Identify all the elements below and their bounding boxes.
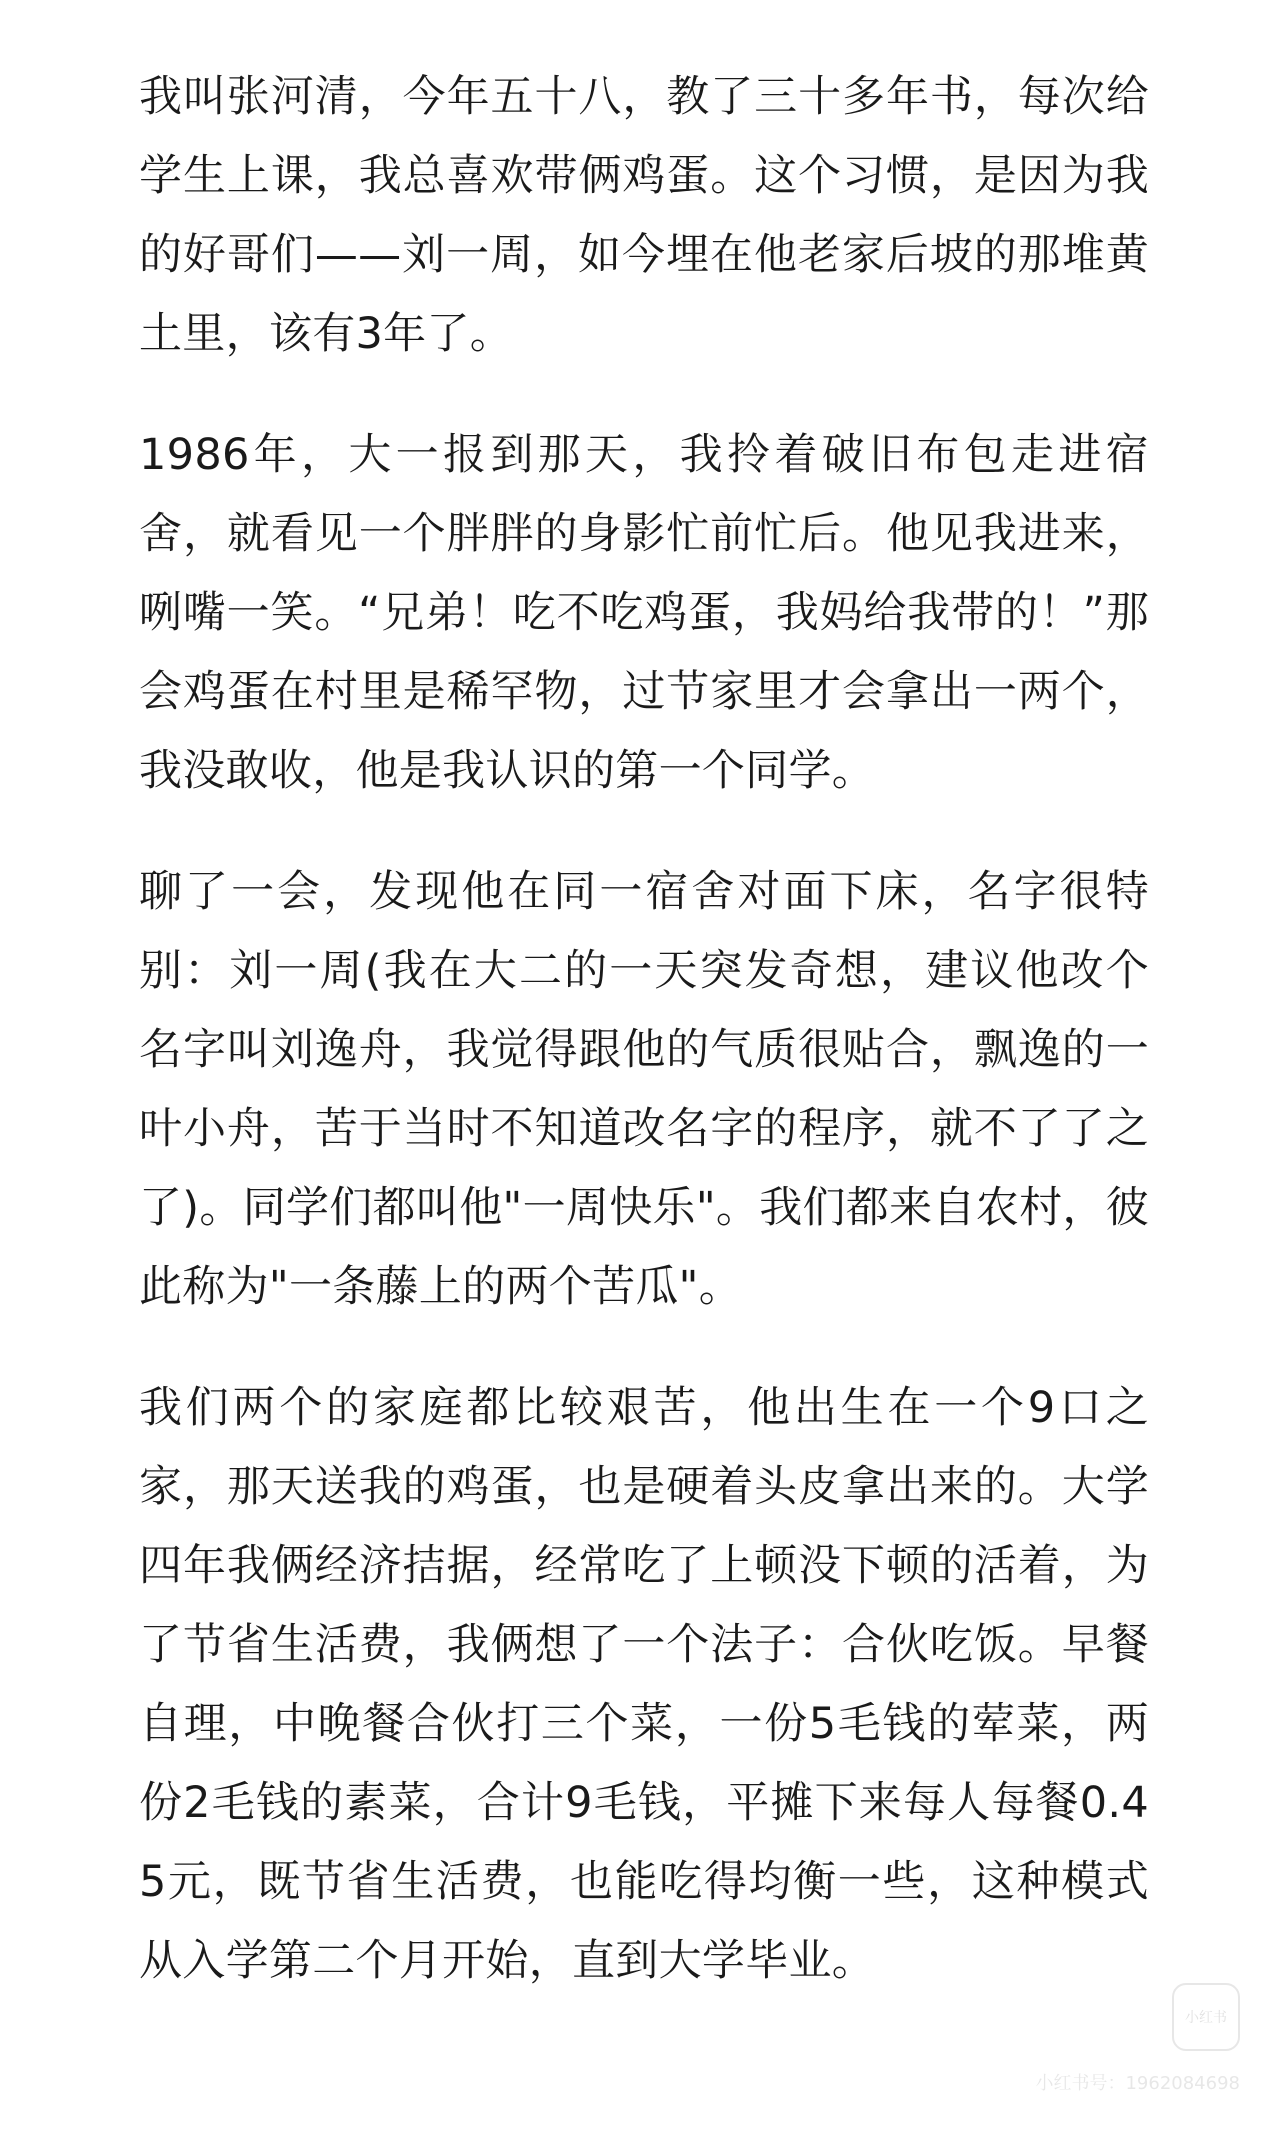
article-paragraph-2: 1986年，大一报到那天，我拎着破旧布包走进宿舍，就看见一个胖胖的身影忙前忙后。他见我进来，咧嘴一笑。“兄弟！吃不吃鸡蛋，我妈给我带的！”那会鸡蛋在村里是稀罕物，过节家里才会拿出一两个，我没敢收，他是我认识的第一个同学。 bbox=[139, 430, 1149, 796]
article-paragraph-3: 聊了一会，发现他在同一宿舍对面下床，名字很特别：刘一周(我在大二的一天突发奇想，建议他改个名字叫刘逸舟，我觉得跟他的气质很贴合，飘逸的一叶小舟，苦于当时不知道改名字的程序，就不了了之了)。同学们都叫他"一周快乐"。我们都来自农村，彼此称为"一条藤上的两个苦瓜"。 bbox=[139, 867, 1149, 1312]
watermark-id: 小红书号：1962084698 bbox=[1035, 2073, 1240, 2094]
article-paragraph-4: 我们两个的家庭都比较艰苦，他出生在一个9口之家，那天送我的鸡蛋，也是硬着头皮拿出来的。大学四年我俩经济拮据，经常吃了上顿没下顿的活着，为了节省生活费，我俩想了一个法子：合伙吃饭。早餐自理，中晚餐合伙打三个菜，一份5毛钱的荤菜，两份2毛钱的素菜，合计9毛钱，平摊下来每人每餐0.45元，既节省生活费，也能吃得均衡一些，这种模式从入学第二个月开始，直到大学毕业。 bbox=[139, 1383, 1149, 1986]
watermark bbox=[980, 1983, 1240, 2103]
article-paragraph-1: 我叫张河清，今年五十八，教了三十多年书，每次给学生上课，我总喜欢带俩鸡蛋。这个习惯，是因为我的好哥们——刘一周，如今埋在他老家后坡的那堆黄土里，该有3年了。 bbox=[139, 72, 1149, 359]
article-body bbox=[139, 58, 1149, 2043]
xiaohongshu-logo-icon: 小红书 bbox=[1172, 1983, 1240, 2051]
